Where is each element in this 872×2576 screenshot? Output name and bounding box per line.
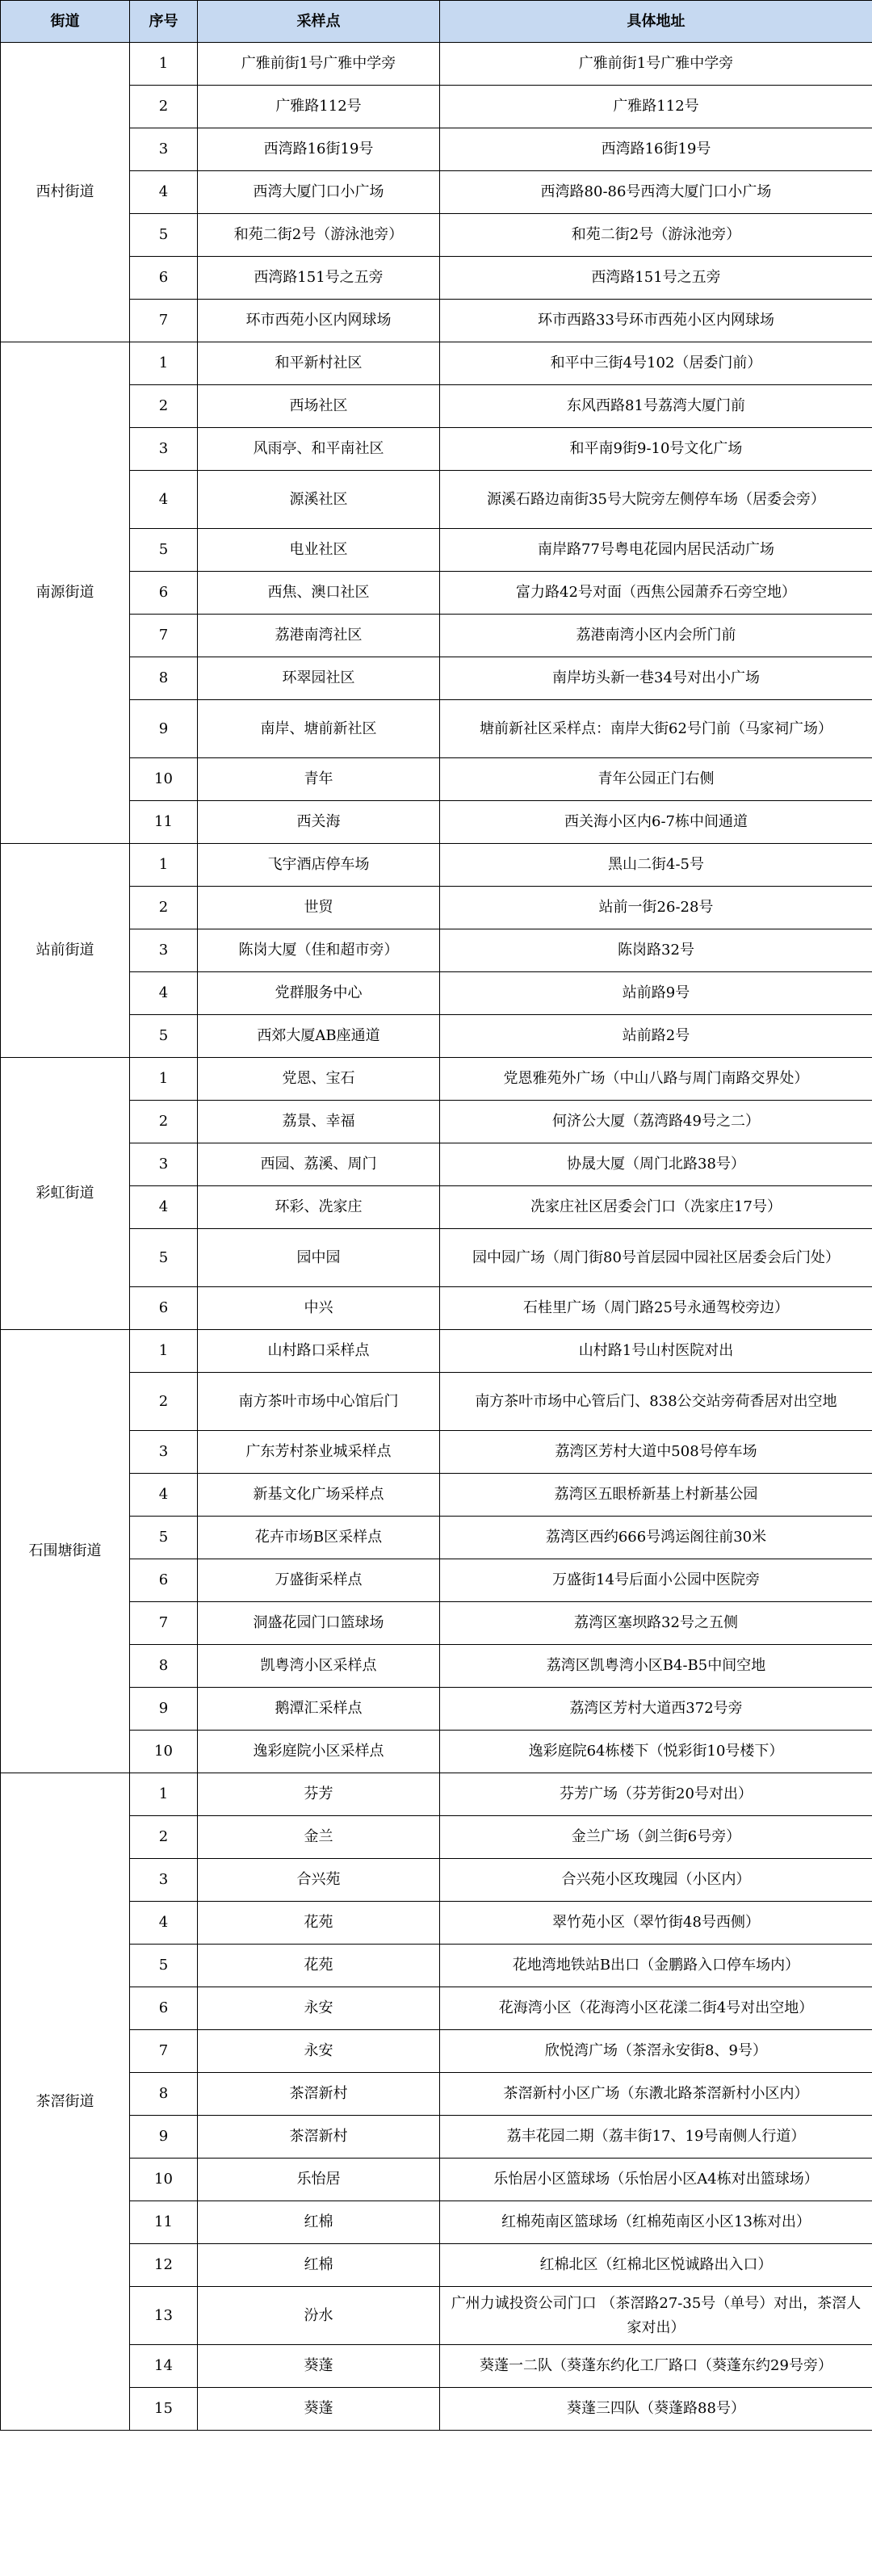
address-cell: 红棉苑南区篮球场（红棉苑南区小区13栋对出）	[440, 2201, 872, 2244]
sampling-point-cell: 电业社区	[198, 529, 440, 572]
address-cell: 党恩雅苑外广场（中山八路与周门南路交界处）	[440, 1058, 872, 1101]
address-cell: 万盛街14号后面小公园中医院旁	[440, 1559, 872, 1602]
sampling-point-cell: 乐怡居	[198, 2159, 440, 2201]
sampling-point-cell: 洞盛花园门口篮球场	[198, 1602, 440, 1645]
sampling-point-cell: 花苑	[198, 1945, 440, 1987]
index-cell: 2	[130, 385, 198, 428]
sampling-point-cell: 荔景、幸福	[198, 1101, 440, 1143]
sampling-point-cell: 合兴苑	[198, 1859, 440, 1902]
address-cell: 和苑二街2号（游泳池旁）	[440, 214, 872, 257]
header-street: 街道	[1, 1, 130, 43]
table-row	[1, 1431, 872, 1474]
table-row	[1, 2388, 872, 2431]
index-cell: 14	[130, 2345, 198, 2388]
table-row	[1, 1773, 872, 1816]
index-cell: 2	[130, 86, 198, 128]
table-row	[1, 887, 872, 929]
sampling-point-cell: 南岸、塘前新社区	[198, 700, 440, 758]
sampling-point-cell: 源溪社区	[198, 471, 440, 529]
sampling-point-cell: 中兴	[198, 1287, 440, 1330]
sampling-point-cell: 红棉	[198, 2201, 440, 2244]
sampling-point-cell: 环市西苑小区内网球场	[198, 300, 440, 342]
sampling-point-cell: 凯粤湾小区采样点	[198, 1645, 440, 1688]
index-cell: 6	[130, 1987, 198, 2030]
address-cell: 黑山二街4-5号	[440, 844, 872, 887]
sampling-point-cell: 芬芳	[198, 1773, 440, 1816]
index-cell: 5	[130, 1015, 198, 1058]
address-cell: 青年公园正门右侧	[440, 758, 872, 801]
header-address: 具体地址	[440, 1, 872, 43]
index-cell: 9	[130, 2116, 198, 2159]
sampling-point-cell: 西场社区	[198, 385, 440, 428]
address-cell: 西湾路151号之五旁	[440, 257, 872, 300]
index-cell: 9	[130, 1688, 198, 1731]
address-cell: 逸彩庭院64栋楼下（悦彩街10号楼下）	[440, 1731, 872, 1773]
street-cell: 站前街道	[1, 844, 130, 1058]
address-cell: 园中园广场（周门街80号首层园中园社区居委会后门处）	[440, 1229, 872, 1287]
table-row	[1, 1987, 872, 2030]
index-cell: 1	[130, 844, 198, 887]
table-row	[1, 1859, 872, 1902]
sampling-point-cell: 南方茶叶市场中心馆后门	[198, 1373, 440, 1431]
address-cell: 站前路9号	[440, 972, 872, 1015]
index-cell: 8	[130, 1645, 198, 1688]
table-row	[1, 657, 872, 700]
table-row	[1, 700, 872, 758]
index-cell: 4	[130, 1902, 198, 1945]
address-cell: 和平南9街9-10号文化广场	[440, 428, 872, 471]
table-row	[1, 615, 872, 657]
address-cell: 花海湾小区（花海湾小区花漾二街4号对出空地）	[440, 1987, 872, 2030]
address-cell: 冼家庄社区居委会门口（冼家庄17号）	[440, 1186, 872, 1229]
index-cell: 12	[130, 2244, 198, 2287]
index-cell: 1	[130, 342, 198, 385]
table-row	[1, 171, 872, 214]
table-row	[1, 2116, 872, 2159]
table-row	[1, 972, 872, 1015]
address-cell: 荔湾区西约666号鸿运阁往前30米	[440, 1517, 872, 1559]
table-row	[1, 342, 872, 385]
index-cell: 5	[130, 214, 198, 257]
index-cell: 10	[130, 758, 198, 801]
header-sampling-point: 采样点	[198, 1, 440, 43]
table-row	[1, 128, 872, 171]
table-row	[1, 1101, 872, 1143]
address-cell: 西湾路16街19号	[440, 128, 872, 171]
table-row	[1, 1229, 872, 1287]
table-body	[1, 43, 872, 2431]
index-cell: 3	[130, 1859, 198, 1902]
table-row	[1, 1645, 872, 1688]
address-cell: 乐怡居小区篮球场（乐怡居小区A4栋对出篮球场）	[440, 2159, 872, 2201]
index-cell: 2	[130, 887, 198, 929]
sampling-point-cell: 茶滘新村	[198, 2073, 440, 2116]
index-cell: 7	[130, 1602, 198, 1645]
sampling-point-cell: 汾水	[198, 2287, 440, 2345]
table-row	[1, 844, 872, 887]
address-cell: 欣悦湾广场（茶滘永安街8、9号）	[440, 2030, 872, 2073]
index-cell: 5	[130, 1945, 198, 1987]
index-cell: 4	[130, 171, 198, 214]
index-cell: 5	[130, 1229, 198, 1287]
table-row	[1, 1015, 872, 1058]
address-cell: 塘前新社区采样点：南岸大街62号门前（马家祠广场）	[440, 700, 872, 758]
address-cell: 站前一街26-28号	[440, 887, 872, 929]
sampling-point-cell: 红棉	[198, 2244, 440, 2287]
address-cell: 花地湾地铁站B出口（金鹏路入口停车场内）	[440, 1945, 872, 1987]
address-cell: 红棉北区（红棉北区悦诚路出入口）	[440, 2244, 872, 2287]
address-cell: 何济公大厦（荔湾路49号之二）	[440, 1101, 872, 1143]
index-cell: 5	[130, 1517, 198, 1559]
table-row	[1, 1058, 872, 1101]
address-cell: 源溪石路边南街35号大院旁左侧停车场（居委会旁）	[440, 471, 872, 529]
sampling-point-cell: 葵蓬	[198, 2388, 440, 2431]
sampling-point-cell: 万盛街采样点	[198, 1559, 440, 1602]
table-row	[1, 1688, 872, 1731]
address-cell: 广雅前街1号广雅中学旁	[440, 43, 872, 86]
table-row	[1, 529, 872, 572]
index-cell: 3	[130, 128, 198, 171]
table-row	[1, 1902, 872, 1945]
table-row	[1, 2287, 872, 2345]
table-row	[1, 758, 872, 801]
table-row	[1, 1186, 872, 1229]
index-cell: 7	[130, 2030, 198, 2073]
table-row	[1, 86, 872, 128]
table-row	[1, 385, 872, 428]
table-row	[1, 2073, 872, 2116]
table-row	[1, 300, 872, 342]
sampling-point-cell: 世贸	[198, 887, 440, 929]
address-cell: 芬芳广场（芬芳街20号对出）	[440, 1773, 872, 1816]
index-cell: 6	[130, 1287, 198, 1330]
address-cell: 西湾路80-86号西湾大厦门口小广场	[440, 171, 872, 214]
address-cell: 荔湾区芳村大道西372号旁	[440, 1688, 872, 1731]
address-cell: 荔湾区五眼桥新基上村新基公园	[440, 1474, 872, 1517]
header-index: 序号	[130, 1, 198, 43]
index-cell: 3	[130, 428, 198, 471]
table-row	[1, 2159, 872, 2201]
sampling-point-cell: 花苑	[198, 1902, 440, 1945]
address-cell: 葵蓬三四队（葵蓬路88号）	[440, 2388, 872, 2431]
sampling-point-cell: 荔港南湾社区	[198, 615, 440, 657]
address-cell: 南岸路77号粤电花园内居民活动广场	[440, 529, 872, 572]
table-row	[1, 2201, 872, 2244]
address-cell: 荔湾区塞坝路32号之五侧	[440, 1602, 872, 1645]
address-cell: 葵蓬一二队（葵蓬东约化工厂路口（葵蓬东约29号旁）	[440, 2345, 872, 2388]
table-row	[1, 428, 872, 471]
table-row	[1, 2345, 872, 2388]
index-cell: 15	[130, 2388, 198, 2431]
table-row	[1, 43, 872, 86]
index-cell: 2	[130, 1373, 198, 1431]
sampling-point-cell: 逸彩庭院小区采样点	[198, 1731, 440, 1773]
index-cell: 8	[130, 657, 198, 700]
sampling-point-cell: 青年	[198, 758, 440, 801]
sampling-point-cell: 广雅前街1号广雅中学旁	[198, 43, 440, 86]
sampling-point-cell: 茶滘新村	[198, 2116, 440, 2159]
sampling-point-cell: 葵蓬	[198, 2345, 440, 2388]
index-cell: 10	[130, 1731, 198, 1773]
index-cell: 2	[130, 1816, 198, 1859]
address-cell: 荔湾区凯粤湾小区B4-B5中间空地	[440, 1645, 872, 1688]
index-cell: 11	[130, 2201, 198, 2244]
address-cell: 广州力诚投资公司门口 （茶滘路27-35号（单号）对出，茶滘人家对出）	[440, 2287, 872, 2345]
sampling-point-cell: 和平新村社区	[198, 342, 440, 385]
sampling-point-cell: 西园、荔溪、周门	[198, 1143, 440, 1186]
sampling-point-cell: 西湾大厦门口小广场	[198, 171, 440, 214]
sampling-point-cell: 环彩、冼家庄	[198, 1186, 440, 1229]
street-cell: 茶滘街道	[1, 1773, 130, 2431]
sampling-point-cell: 永安	[198, 2030, 440, 2073]
table-row	[1, 1731, 872, 1773]
street-cell: 南源街道	[1, 342, 130, 844]
sampling-point-cell: 党群服务中心	[198, 972, 440, 1015]
address-cell: 南方茶叶市场中心管后门、838公交站旁荷香居对出空地	[440, 1373, 872, 1431]
sampling-point-cell: 和苑二街2号（游泳池旁）	[198, 214, 440, 257]
sampling-point-cell: 广东芳村茶业城采样点	[198, 1431, 440, 1474]
street-cell: 彩虹街道	[1, 1058, 130, 1330]
index-cell: 3	[130, 929, 198, 972]
address-cell: 合兴苑小区玫瑰园（小区内）	[440, 1859, 872, 1902]
index-cell: 1	[130, 1058, 198, 1101]
index-cell: 13	[130, 2287, 198, 2345]
address-cell: 陈岗路32号	[440, 929, 872, 972]
sampling-point-cell: 西关海	[198, 801, 440, 844]
index-cell: 9	[130, 700, 198, 758]
sampling-point-cell: 花卉市场B区采样点	[198, 1517, 440, 1559]
index-cell: 4	[130, 1474, 198, 1517]
table-row	[1, 1330, 872, 1373]
index-cell: 1	[130, 1773, 198, 1816]
index-cell: 7	[130, 300, 198, 342]
index-cell: 7	[130, 615, 198, 657]
sampling-point-cell: 陈岗大厦（佳和超市旁）	[198, 929, 440, 972]
street-cell: 西村街道	[1, 43, 130, 342]
sampling-point-cell: 新基文化广场采样点	[198, 1474, 440, 1517]
address-cell: 茶滘新村小区广场（东漖北路茶滘新村小区内）	[440, 2073, 872, 2116]
table-row	[1, 929, 872, 972]
address-cell: 金兰广场（剑兰街6号旁）	[440, 1816, 872, 1859]
address-cell: 石桂里广场（周门路25号永通驾校旁边）	[440, 1287, 872, 1330]
index-cell: 2	[130, 1101, 198, 1143]
sampling-point-cell: 党恩、宝石	[198, 1058, 440, 1101]
sampling-point-cell: 环翠园社区	[198, 657, 440, 700]
sampling-point-cell: 飞宇酒店停车场	[198, 844, 440, 887]
index-cell: 3	[130, 1143, 198, 1186]
address-cell: 山村路1号山村医院对出	[440, 1330, 872, 1373]
address-cell: 广雅路112号	[440, 86, 872, 128]
index-cell: 10	[130, 2159, 198, 2201]
index-cell: 1	[130, 1330, 198, 1373]
address-cell: 富力路42号对面（西焦公园萧乔石旁空地）	[440, 572, 872, 615]
address-cell: 西关海小区内6-7栋中间通道	[440, 801, 872, 844]
address-cell: 东风西路81号荔湾大厦门前	[440, 385, 872, 428]
sampling-point-cell: 西郊大厦AB座通道	[198, 1015, 440, 1058]
index-cell: 5	[130, 529, 198, 572]
index-cell: 4	[130, 972, 198, 1015]
sampling-point-cell: 鹅潭汇采样点	[198, 1688, 440, 1731]
address-cell: 南岸坊头新一巷34号对出小广场	[440, 657, 872, 700]
address-cell: 荔港南湾小区内会所门前	[440, 615, 872, 657]
table-row	[1, 2244, 872, 2287]
sampling-point-cell: 金兰	[198, 1816, 440, 1859]
table-row	[1, 1602, 872, 1645]
index-cell: 4	[130, 1186, 198, 1229]
index-cell: 11	[130, 801, 198, 844]
index-cell: 6	[130, 1559, 198, 1602]
table-header-row	[1, 1, 872, 43]
address-cell: 站前路2号	[440, 1015, 872, 1058]
table-row	[1, 572, 872, 615]
table-row	[1, 1559, 872, 1602]
address-cell: 协晟大厦（周门北路38号）	[440, 1143, 872, 1186]
sampling-point-cell: 西焦、澳口社区	[198, 572, 440, 615]
table-row	[1, 1287, 872, 1330]
sampling-point-cell: 园中园	[198, 1229, 440, 1287]
index-cell: 1	[130, 43, 198, 86]
index-cell: 8	[130, 2073, 198, 2116]
address-cell: 和平中三街4号102（居委门前）	[440, 342, 872, 385]
table-row	[1, 1474, 872, 1517]
table-row	[1, 801, 872, 844]
table-row	[1, 1517, 872, 1559]
table-row	[1, 1143, 872, 1186]
index-cell: 6	[130, 572, 198, 615]
address-cell: 荔湾区芳村大道中508号停车场	[440, 1431, 872, 1474]
table-row	[1, 257, 872, 300]
address-cell: 环市西路33号环市西苑小区内网球场	[440, 300, 872, 342]
table-row	[1, 471, 872, 529]
sampling-point-cell: 永安	[198, 1987, 440, 2030]
table-row	[1, 214, 872, 257]
index-cell: 4	[130, 471, 198, 529]
sampling-point-cell: 西湾路16街19号	[198, 128, 440, 171]
table-row	[1, 1945, 872, 1987]
address-cell: 荔丰花园二期（荔丰街17、19号南侧人行道）	[440, 2116, 872, 2159]
sampling-point-cell: 广雅路112号	[198, 86, 440, 128]
index-cell: 3	[130, 1431, 198, 1474]
sampling-point-cell: 山村路口采样点	[198, 1330, 440, 1373]
table-row	[1, 1816, 872, 1859]
sampling-point-cell: 风雨亭、和平南社区	[198, 428, 440, 471]
table-row	[1, 1373, 872, 1431]
sampling-point-cell: 西湾路151号之五旁	[198, 257, 440, 300]
street-cell: 石围塘街道	[1, 1330, 130, 1773]
index-cell: 6	[130, 257, 198, 300]
table-row	[1, 2030, 872, 2073]
address-cell: 翠竹苑小区（翠竹街48号西侧）	[440, 1902, 872, 1945]
